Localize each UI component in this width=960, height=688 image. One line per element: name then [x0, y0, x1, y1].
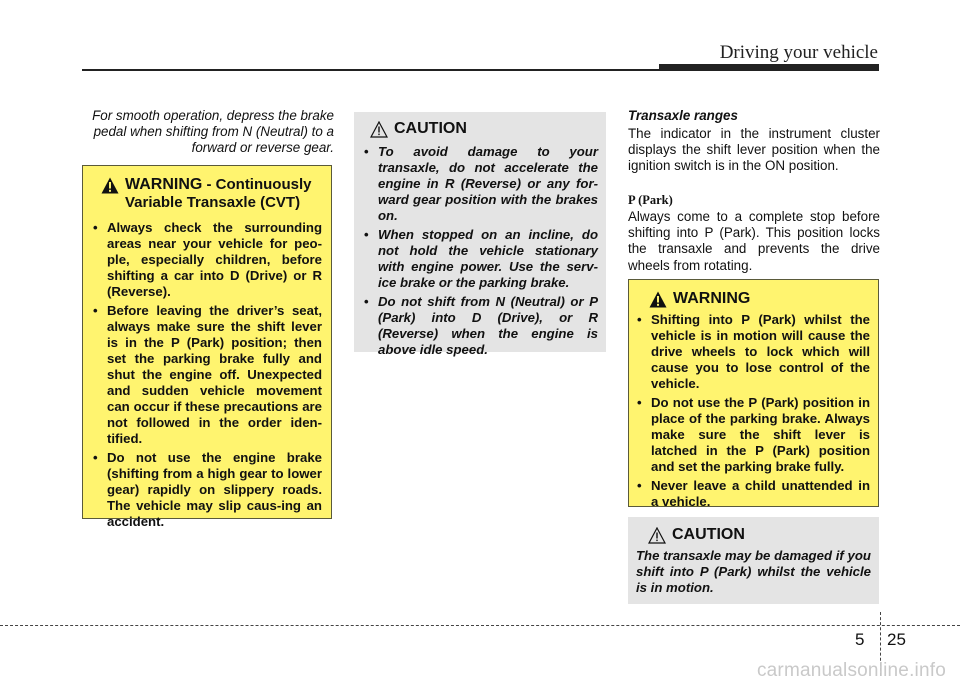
list-item: • Do not shift from N (Neutral) or P (Park) into D (Drive), or R (Reverse) when the engine is above idle speed.: [364, 294, 598, 358]
header-rule: [82, 69, 879, 71]
intro-paragraph: For smooth operation, depress the brake pedal when shifting from N (Neutral) to a forward or reverse gear.: [92, 108, 334, 156]
list-item: • Before leaving the driver’s seat, always make sure the shift lever is in the P (Park) position; then set the parking brake fully and shut the engine off. Unexpected and sudden vehicle movement can occur if these precautions are not followed in the order iden-tified.: [93, 303, 322, 447]
warning-triangle-icon: [649, 291, 667, 308]
caution-1-list: [364, 144, 598, 358]
warning-park-title: [649, 290, 870, 308]
watermark: carmanualsonline.info: [756, 660, 946, 681]
caution-1-title-text: CAUTION: [394, 120, 467, 137]
park-paragraph: Always come to a complete stop before shifting into P (Park). This position locks the transaxle and prevents the drive wheels from rotating.: [628, 209, 880, 273]
footer-rule: [0, 625, 960, 626]
warning-box-park: [628, 279, 879, 507]
list-item: • When stopped on an incline, do not hold the vehicle stationary with engine power. Use the serv-ice brake or the parking brake.: [364, 227, 598, 291]
caution-2-text: The transaxle may be damaged if you shift into P (Park) whilst the vehicle is in motion.: [636, 548, 871, 595]
caution-2-title: [648, 526, 871, 544]
caution-box-park: [628, 517, 879, 604]
warning-cvt-list: [93, 220, 322, 530]
chapter-number: 5: [855, 630, 865, 649]
warning-triangle-icon: [101, 177, 119, 194]
list-item: • Never leave a child unattended in a vehicle.: [637, 478, 870, 510]
list-item: • Shifting into P (Park) whilst the vehicle is in motion will cause the drive wheels to lock which will cause you to lose control of the vehicle.: [637, 312, 870, 392]
list-item: • Do not use the engine brake (shifting from a high gear to lower gear) rapidly on slippery roads. The vehicle may slip caus-ing an accident.: [93, 450, 322, 530]
caution-triangle-icon: [648, 527, 666, 544]
section-title: Driving your vehicle: [719, 42, 878, 63]
park-heading: P (Park): [628, 193, 673, 207]
warning-park-title-text: WARNING: [673, 290, 751, 307]
warning-cvt-title-line2: Variable Transaxle (CVT): [125, 194, 301, 211]
list-item: • To avoid damage to your transaxle, do not accelerate the engine in R (Reverse) or any for-ward gear position with the brakes on.: [364, 144, 598, 224]
warning-box-cvt: [82, 165, 332, 529]
list-item: • Always check the surrounding areas near your vehicle for peo-ple, especially children, before shifting a car into D (Drive) or R (Reverse).: [93, 220, 322, 300]
caution-2-title-text: CAUTION: [672, 526, 745, 543]
transaxle-paragraph: The indicator in the instrument cluster displays the shift lever position when the ignition switch is in the ON position.: [628, 126, 880, 174]
page-number: 25: [887, 630, 906, 649]
warning-park-list: [637, 312, 870, 510]
caution-box-transaxle: [354, 112, 606, 357]
caution-1-title: [370, 120, 598, 138]
warning-cvt-title-prefix: WARNING: [125, 176, 203, 193]
transaxle-ranges-heading: Transaxle ranges: [628, 108, 738, 123]
list-item: • Do not use the P (Park) position in place of the parking brake. Always make sure the shift lever is latched in the P (Park) position and set the parking brake fully.: [637, 395, 870, 475]
caution-triangle-icon: [370, 121, 388, 138]
warning-cvt-title-suffix: - Continuously: [202, 176, 312, 193]
warning-cvt-title: [101, 176, 322, 212]
